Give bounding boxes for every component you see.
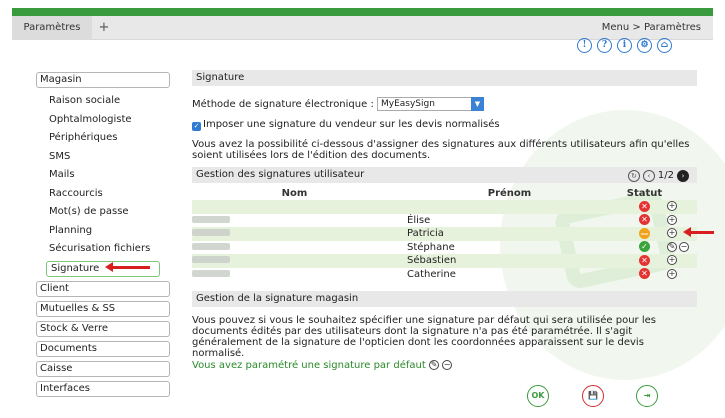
users-table [192,188,697,281]
user-prenom-cell [397,200,622,214]
exit-button[interactable]: ⇥ [636,385,658,407]
user-actions-cell [667,200,697,214]
edit-icon[interactable]: ✎ [430,360,438,369]
user-actions-cell [667,268,697,282]
impose-label: Imposer une signature du vendeur sur les devis normalisés [203,119,500,130]
chevron-down-icon: ▼ [471,97,484,111]
prev-page-icon[interactable]: ‹ [643,170,655,182]
home-icon[interactable]: ⌂ [657,38,672,53]
highlight-arrow-signature [112,266,150,269]
sidebar-item-sms[interactable]: SMS [49,150,71,162]
next-page-icon[interactable]: › [677,170,689,182]
user-prenom-cell: Élise [407,214,431,226]
impose-checkbox[interactable]: ✓ [193,122,200,130]
store-section-title: Gestion de la signature magasin [192,291,697,307]
sidebar-item-mails[interactable]: Mails [49,169,75,180]
user-nom-cell [192,214,397,228]
remove-icon[interactable]: − [443,360,451,369]
sidebar-item-mots-de-passe[interactable]: Mot(s) de passe [49,206,129,217]
table-row[interactable] [192,241,697,255]
add-tab-button[interactable]: + [98,20,110,35]
add-signature-icon[interactable]: + [668,255,676,265]
sidebar-group-stock[interactable]: Stock & Verre [36,321,170,337]
sidebar-item-signature[interactable]: Signature [46,261,160,277]
redacted-name [192,256,230,263]
sidebar-group-magasin[interactable]: Magasin [36,72,170,88]
store-text: Vous pouvez si vous le souhaitez spécifier une signature par défaut qui sera utilisée pour les documents édités par des utilisateurs dont la signature n'a pas été paramétrée. Il s'agit généralement de la signature de l'opticien dont les coordonnées apparaissent sur le devis normalisé. [192,315,656,359]
sidebar-item-peripheriques[interactable]: Périphériques [49,132,118,143]
users-section-header [192,167,697,183]
redacted-name [192,243,230,250]
add-signature-icon[interactable]: + [668,201,676,211]
settings-sidebar [36,72,170,401]
add-signature-icon[interactable]: + [668,228,676,238]
pagination [628,168,689,184]
add-signature-icon[interactable]: + [668,268,676,278]
status-green-icon: ✓ [639,241,650,252]
store-status: Vous avez paramétré une signature par défaut [192,360,426,371]
sidebar-item-planning[interactable]: Planning [49,224,93,236]
sidebar-item-ophtalmologiste[interactable]: Ophtalmologiste [49,113,132,125]
table-row[interactable] [192,254,697,268]
sidebar-item-raccourcis[interactable]: Raccourcis [49,187,103,199]
highlight-arrow-add-user [690,231,714,234]
remove-icon[interactable]: − [680,241,688,251]
status-orange-icon: — [640,228,649,238]
user-prenom-cell: Catherine [407,268,456,280]
redacted-name [192,270,230,277]
status-red-icon: ✕ [639,255,650,266]
breadcrumb: Menu > Paramètres [601,22,701,33]
sidebar-group-caisse[interactable]: Caisse [36,361,170,377]
status-red-icon: ✕ [639,214,650,225]
tab-bar [12,16,713,40]
user-statut-cell [622,200,667,214]
table-row[interactable] [192,227,697,241]
sidebar-group-interfaces[interactable]: Interfaces [36,381,170,397]
sidebar-item-raison-sociale[interactable]: Raison sociale [49,95,121,106]
user-nom-cell [192,227,397,241]
col-nom: Nom [281,188,308,199]
store-status-row [192,360,697,373]
help-toolbar [577,38,672,53]
users-section-title: Gestion des signatures utilisateur [196,169,365,180]
refresh-icon[interactable]: ↻ [628,170,640,182]
table-row[interactable] [192,214,697,228]
signature-section-title: Signature [192,70,697,86]
sidebar-group-client[interactable]: Client [36,281,170,297]
redacted-name [192,229,230,236]
help-icon[interactable]: ? [597,38,612,53]
user-prenom-cell: Stéphane [407,241,455,253]
info-icon[interactable]: i [617,38,632,53]
method-select-value: MyEasySign [381,99,435,109]
table-row[interactable] [192,200,697,214]
edit-icon[interactable]: ✎ [668,241,676,251]
settings-icon[interactable]: ⚙ [637,38,652,53]
table-row[interactable] [192,268,697,282]
user-statut-cell [622,227,667,241]
signature-panel [192,70,697,373]
save-button[interactable]: 💾 [582,385,604,407]
user-statut-cell [622,214,667,228]
user-nom-cell [192,254,397,268]
method-select[interactable] [377,97,484,111]
status-red-icon: ✕ [639,268,650,279]
ok-button[interactable]: OK [527,385,549,407]
method-row [192,97,697,113]
user-nom-cell [192,200,397,214]
user-nom-cell [192,241,397,255]
user-prenom-cell: Sébastien [397,254,622,268]
method-label: Méthode de signature électronique : [192,99,374,110]
user-statut-cell [622,268,667,282]
redacted-name [192,216,230,223]
col-prenom: Prénom [487,188,532,199]
sidebar-item-securisation[interactable]: Sécurisation fichiers [49,243,151,254]
user-actions-cell [667,214,697,228]
user-prenom-cell: Patricia [397,227,622,241]
sidebar-group-mutuelles[interactable]: Mutuelles & SS [36,301,170,317]
alert-icon[interactable]: ! [577,38,592,53]
tab-parametres[interactable]: Paramètres [12,16,92,40]
page-indicator: 1/2 [657,170,674,181]
top-brand-bar [12,8,713,16]
user-actions-cell [667,254,697,268]
status-red-icon: ✕ [639,201,650,212]
users-table-body [192,200,697,281]
user-statut-cell [622,241,667,255]
sidebar-group-documents[interactable]: Documents [36,341,170,357]
add-signature-icon[interactable]: + [668,214,676,224]
user-actions-cell [667,241,697,255]
user-statut-cell [622,254,667,268]
impose-row [192,119,697,133]
user-nom-cell [192,268,397,282]
col-statut: Statut [626,188,663,199]
intro-text: Vous avez la possibilité ci-dessous d'assigner des signatures aux différents utilisateurs afin qu'elles soient utilisées lors de l'édition des documents. [192,139,690,161]
